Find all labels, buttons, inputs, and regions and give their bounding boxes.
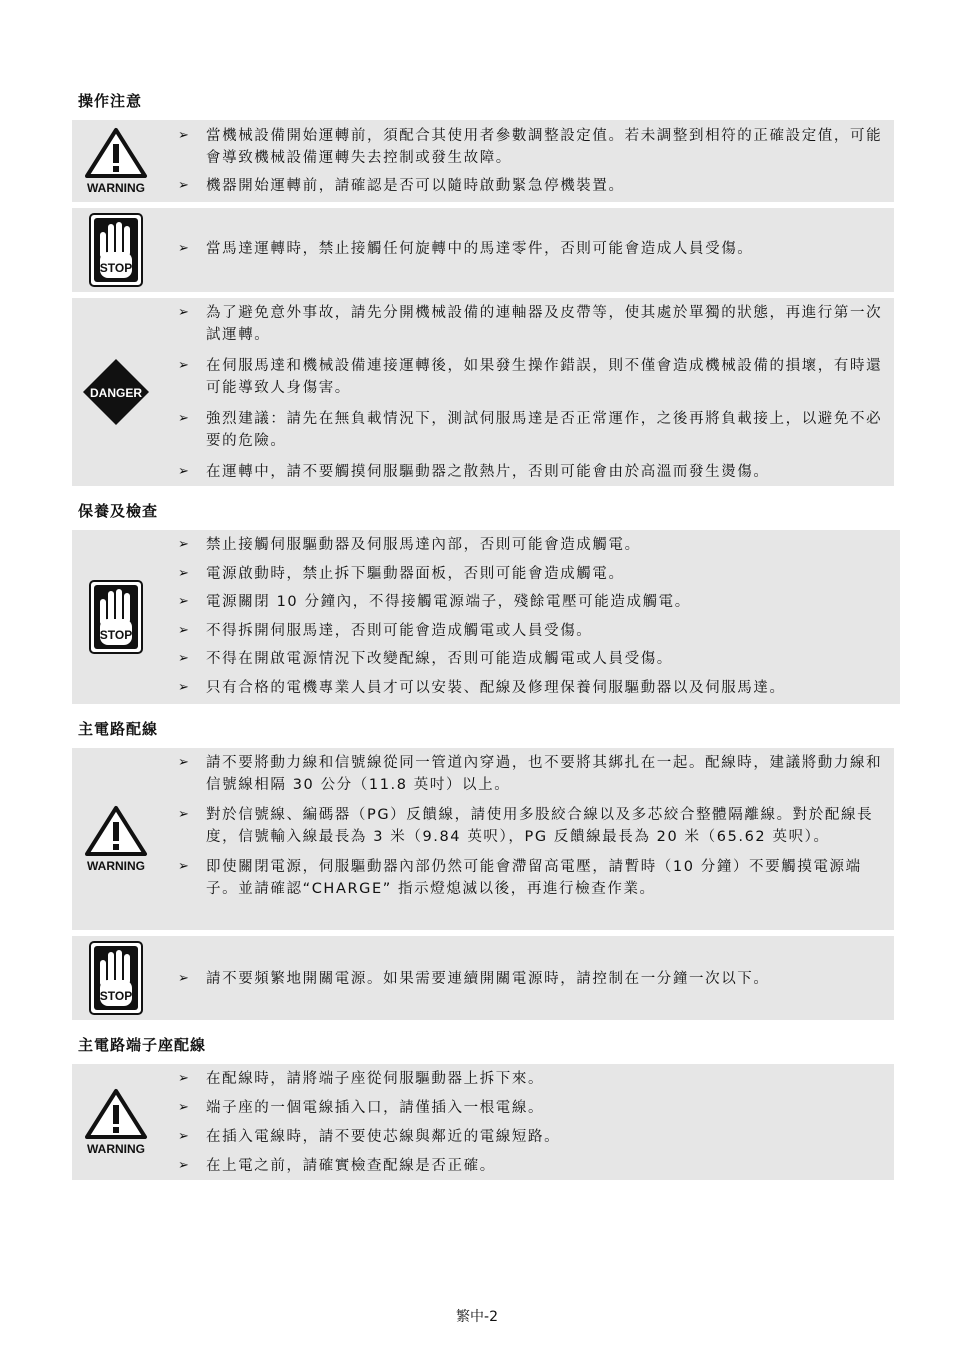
list-item: ➢ 在配線時，請將端子座從伺服驅動器上拆下來。 bbox=[178, 1071, 545, 1087]
list-item: ➢ 只有合格的電機專業人員才可以安裝、配線及修理保養伺服驅動器以及伺服馬達。 bbox=[178, 679, 786, 696]
list-item: ➢ 端子座的一個電線插入口，請僅插入一根電線。 bbox=[178, 1100, 545, 1116]
list-item: ➢ 在插入電線時，請不要使芯線與鄰近的電線短路。 bbox=[178, 1129, 561, 1145]
list-item: ➢ 不得拆開伺服馬達，否則可能會造成觸電或人員受傷。 bbox=[178, 622, 593, 639]
notice-box-stop-2 bbox=[72, 530, 900, 704]
section-title-terminal-wiring: 主電路端子座配線 bbox=[78, 1036, 207, 1054]
list-item: ➢ 當機械設備開始運轉前，須配合其使用者參數調整設定值。若未調整到相符的正確設定值，可能會導致機械設備運轉失去控制或發生故障。 bbox=[178, 128, 883, 166]
warning-label: WARNING bbox=[87, 181, 145, 195]
stop-label: STOP bbox=[99, 628, 133, 642]
stop-hand-icon bbox=[88, 940, 144, 1016]
danger-icon bbox=[81, 357, 151, 427]
notice-box-danger bbox=[72, 298, 894, 486]
list-item: ➢ 在運轉中，請不要觸摸伺服驅動器之散熱片，否則可能會由於高溫而發生燙傷。 bbox=[178, 464, 770, 480]
notice-box-stop-1 bbox=[72, 208, 894, 292]
notice-box-warning-3 bbox=[72, 1064, 894, 1180]
list-item: ➢ 請不要頻繁地開關電源。如果需要連續開關電源時，請控制在一分鐘一次以下。 bbox=[178, 971, 770, 987]
list-item: ➢ 強烈建議：請先在無負載情況下，測試伺服馬達是否正常運作，之後再將負載接上，以避免不必要的危險。 bbox=[178, 411, 883, 449]
warning-label: WARNING bbox=[87, 859, 145, 873]
danger-label: DANGER bbox=[89, 386, 143, 400]
list-item: ➢ 在伺服馬達和機械設備連接運轉後，如果發生操作錯誤，則不僅會造成機械設備的損壞，有時還可能導致人身傷害。 bbox=[178, 358, 883, 396]
section-title-operation: 操作注意 bbox=[78, 92, 143, 110]
list-item: ➢ 不得在開啟電源情況下改變配線，否則可能造成觸電或人員受傷。 bbox=[178, 651, 673, 667]
list-item: ➢ 電源關閉 10 分鐘內，不得接觸電源端子，殘餘電壓可能造成觸電。 bbox=[178, 594, 691, 610]
warning-icon bbox=[81, 804, 151, 874]
page-number: 繁中-2 bbox=[456, 1309, 498, 1325]
notice-box-warning-1 bbox=[72, 120, 894, 202]
stop-hand-icon bbox=[88, 212, 144, 288]
list-item: ➢ 在上電之前，請確實檢查配線是否正確。 bbox=[178, 1158, 496, 1174]
notice-box-warning-2 bbox=[72, 748, 894, 930]
list-item: ➢ 禁止接觸伺服驅動器及伺服馬達內部，否則可能會造成觸電。 bbox=[178, 537, 641, 553]
stop-hand-icon bbox=[88, 579, 144, 655]
list-item: ➢ 即使關閉電源，伺服驅動器內部仍然可能會滯留高電壓，請暫時（10 分鐘）不要觸摸電源端子。並請確認“CHARGE” 指示燈熄滅以後，再進行檢查作業。 bbox=[178, 859, 862, 897]
stop-label: STOP bbox=[99, 989, 133, 1003]
notice-box-stop-3 bbox=[72, 936, 894, 1020]
list-item: ➢ 對於信號線、編碼器（PG）反饋線，請使用多股絞合線以及多芯絞合整體隔離線。對於配線長度，信號輸入線最長為 3 米（9.84 英呎），PG 反饋線最長為 20 米（65.62 英呎）。 bbox=[178, 807, 874, 845]
warning-icon bbox=[81, 126, 151, 196]
list-item: ➢ 為了避免意外事故，請先分開機械設備的連軸器及皮帶等，使其處於單獨的狀態，再進行第一次試運轉。 bbox=[178, 305, 883, 343]
section-title-maintenance: 保養及檢查 bbox=[78, 502, 159, 520]
list-item: ➢ 請不要將動力線和信號線從同一管道內穿過，也不要將其綁扎在一起。配線時，建議將動力線和信號線相隔 30 公分（11.8 英吋）以上。 bbox=[178, 755, 883, 793]
stop-label: STOP bbox=[99, 261, 133, 275]
list-item: ➢ 當馬達運轉時，禁止接觸任何旋轉中的馬達零件，否則可能會造成人員受傷。 bbox=[178, 241, 754, 257]
section-title-main-circuit-wiring: 主電路配線 bbox=[78, 720, 159, 738]
list-item: ➢ 電源啟動時，禁止拆下驅動器面板，否則可能會造成觸電。 bbox=[178, 565, 625, 582]
warning-label: WARNING bbox=[87, 1142, 145, 1156]
warning-icon bbox=[81, 1087, 151, 1157]
list-item: ➢ 機器開始運轉前，請確認是否可以隨時啟動緊急停機裝置。 bbox=[178, 178, 625, 194]
